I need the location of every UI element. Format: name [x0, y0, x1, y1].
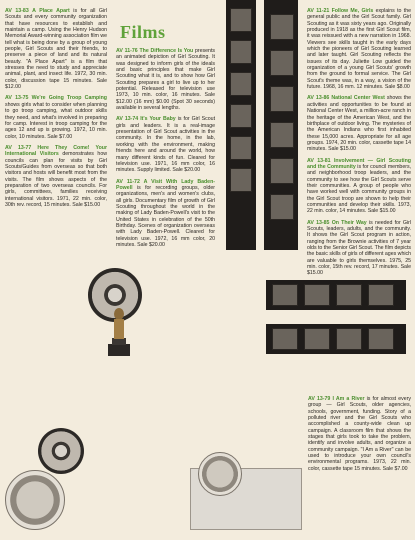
entry-body: is for recording groups, older organizations, men's and women's clubs, all girls. Documentary film of growth of Girl Scouting throughout the world in the making of Lady Baden-Powell's visit to the United States in celebration of the 50th Birthday. Scenes of organization overseas with Lady Baden-Powell. Cleared for television use. 1972, 16 mm color, 20 minutes. Sale $20.00 — [116, 184, 215, 248]
entry-title: Follow Me, Girls — [331, 8, 374, 14]
catalog-entry — [307, 158, 411, 215]
column-a — [5, 8, 107, 213]
entry-title: The Difference Is You — [139, 48, 194, 54]
entry-body: shows the activities and opportunities to be found at National Center West, a million-acre ranch in the heritage of the American West, and the birthplace of outdoor living. The mysteries of the American Indians who first inhabited these 15,000 acres. Appropriate for all age groups. 1974, 20 min. color, cassette tape 14 minutes. Sale $15.00 — [307, 95, 411, 153]
entry-body: is for council members, and neighborhood troop leaders, and the community to see how the Girl Scouts serve their communities. A group of people who have worked well with community groups in the Girl Scout troop are shown to help their communities and develop their skills. 1973, 22 min. color, 14 minutes. Sale $15.00 — [307, 163, 411, 215]
entry-title: It's Your Baby — [140, 116, 176, 123]
entry-number: AV 11-72 — [116, 178, 144, 185]
entry-number: AV 13-83 — [5, 8, 33, 14]
catalog-entry — [307, 220, 411, 277]
catalog-entry — [116, 179, 215, 249]
catalog-entry — [5, 145, 107, 208]
entry-number: AV 13-79 — [308, 396, 333, 402]
entry-title: We're Going Troop Camping — [31, 95, 107, 102]
entry-body: is for Girl Scout girls and leaders. It is a real-image presentation of Girl Scout activities in the community. In the home, in the lab, working with the environment, making friends here and around the world, how many different kinds of fun. Cleared for television use. 1971, 16 mm color, 16 minutes. Supply limited. Sale $20.00 — [116, 116, 216, 174]
entry-title: Here They Come! Your International Visitors — [5, 144, 107, 158]
catalog-entry — [5, 95, 107, 139]
entry-number: AV 13-85 — [307, 219, 332, 226]
film-can-icon-2 — [198, 452, 242, 496]
entry-title: Involvement — Girl Scouting and the Community — [307, 157, 411, 170]
column-c — [307, 8, 411, 282]
catalog-entry — [307, 8, 411, 90]
catalog-entry — [308, 396, 411, 472]
entry-body: is for almost every group — Girl Scouts, older agencies, schools, government, funding. Story of a polluted river and the Girl Scouts who accomplished a county-wide clean up campaign. A classroom film that shows the stages that girls took to take the problem, identify and involve adults, and organize a community campaign. "I Am a River" can be used to introduce your own council's environmental programs. 1973, 22 min. color, cassette tape 15 minutes. Sale $7.00 — [308, 396, 411, 472]
entry-body: explains to the general public and the Girl Scout family. Girl Scouting as it was sixty years ago. Originally produced in 1918 as the first Girl Scout film, it was reissued with a new narration in 1968. Viewers see skills taught in the early days which the pioneers of Girl Scouting learned and later taught. Girl Scouting reflects the issues of its day. Juliette Low guided the organization of a young Girl Scouts' growth from the ground to formal service. The Girl Scout's theme was, in a way, a vision of the future. 1968, 16 mm. 12 minutes. Sale $8.00 — [307, 8, 411, 91]
entry-title: I Am a River — [332, 396, 365, 402]
entry-number: AV 13-74 — [116, 116, 141, 123]
entry-title: National Center West — [331, 95, 385, 102]
entry-number: AV 13-86 — [307, 95, 332, 102]
entry-title: On Their Way — [331, 219, 367, 226]
entry-body: shows girls what to consider when planning to go troop camping, what outdoor skills they need, and what's involved in preparing for camp. Interest in troop camping for the ages 12 and up is growing. 1972, 10 min. color, 10 minutes. Sale $7.00 — [5, 101, 107, 140]
entry-number: AV 11-21 — [307, 8, 332, 14]
catalog-entry — [116, 48, 215, 111]
film-can-icon — [5, 470, 65, 530]
catalog-entry — [5, 8, 107, 90]
column-d — [308, 396, 411, 477]
column-b — [116, 48, 215, 253]
catalog-entry — [307, 95, 411, 152]
entry-number: AV 11-76 — [116, 48, 140, 54]
section-title: Films — [120, 22, 166, 42]
entry-number: AV 13-81 — [307, 157, 334, 164]
film-reel-icon-2 — [38, 428, 84, 474]
award-statuette-icon — [100, 300, 138, 360]
entry-body: is for all Girl Scouts and every community organization that have resources to establish and maintain a camp. Using the Henry Hudson Memorial Award-winning association film we tell what is being done by a group of young people, Girl Scouts and their friends, to preserve a piece of land and its natural beauty. "A Place Apart" is a film that stresses the need to study and appreciate animal, plant, and insect life. 1972, 30 min. color, discussion tape 15 minutes. Sale $12.00 — [5, 8, 107, 91]
entry-title: A Visit With Lady Baden-Powell — [116, 178, 215, 191]
entry-number: AV 13-75 — [5, 95, 32, 102]
entry-number: AV 13-77 — [5, 144, 38, 151]
entry-body: is needed for Girl Scouts, leaders, adults, and the community. It shows the Girl Scout program in action, ranging from the Brownie activities of 7 year olds to the Senior Girl Scout. The film depicts the basic skills of girls of different ages which are valuable to girls themselves. 1975, 25 min. color, 15th rev. record, 17 minutes. Sale $15.00 — [307, 219, 412, 277]
film-strip-art — [218, 0, 306, 250]
catalog-entry — [116, 116, 215, 173]
entry-title: A Place Apart — [32, 8, 70, 14]
entry-body: demonstrates how councils can plan for visits by Girl Scouts/Guides from overseas so that both visitors and hosts will benefit most from the visits. The film shows aspects of the preparation of two overseas councils. For girls, committees, families receiving international visitors. 1971, 22 min. color, 30th rev. record, 15 minutes. Sale $15.00 — [5, 151, 107, 208]
entry-body: presents an animated depiction of Girl Scouting. It was designed to inform girls of the ideals and basic principles that make Girl Scouting what it is, and to show how Girl Scouting prepares a girl to live up to her potential. Released for television use 1973, 10 min. color, 16 minutes. Sale $12.00 (16 mm) $0.00 (Spot 30 seconds) available in several lengths. — [116, 48, 216, 112]
